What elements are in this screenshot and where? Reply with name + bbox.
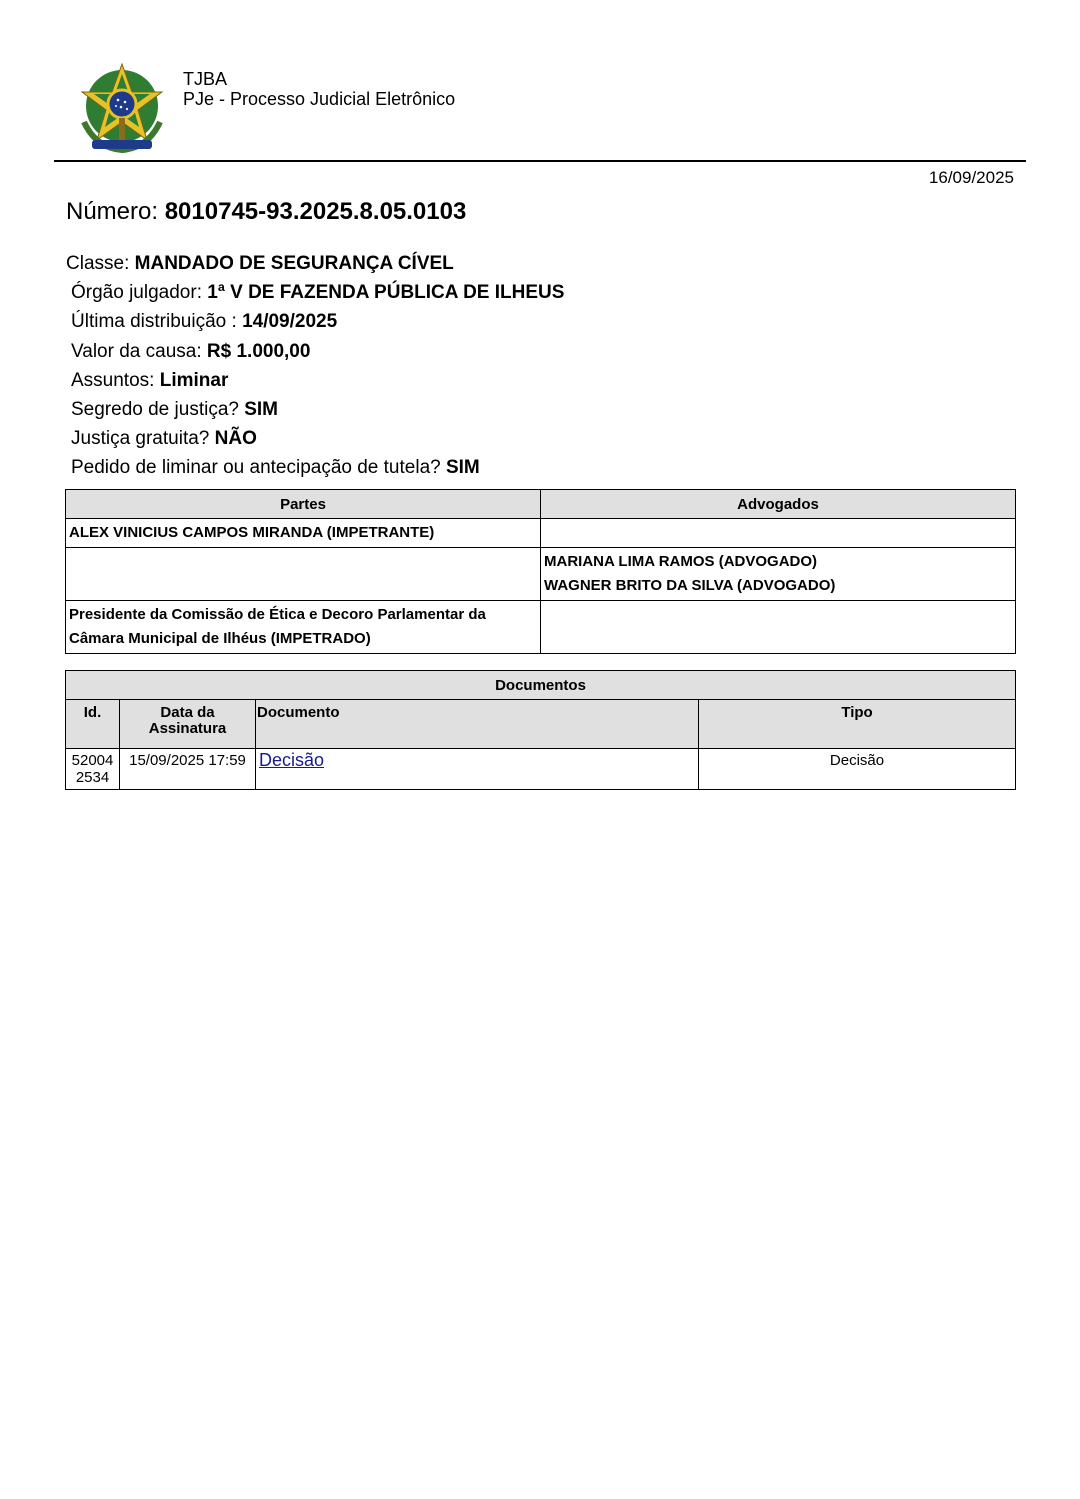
field-label: Segredo de justiça?: [71, 398, 239, 420]
advogados-cell: [541, 601, 1016, 654]
field-label: Assuntos:: [71, 369, 155, 391]
doc-id-line: 2534: [75, 769, 110, 786]
tipo-header: Tipo: [699, 700, 1016, 749]
process-number: [66, 198, 466, 226]
table-row: [66, 601, 1016, 654]
field-value: 14/09/2025: [242, 311, 338, 333]
brand-block: [183, 69, 455, 109]
table-row: [66, 519, 1016, 548]
table-row: [66, 548, 1016, 601]
field-label: Classe:: [66, 253, 130, 274]
document-date: 16/09/2025: [928, 168, 1014, 187]
header-divider: [54, 160, 1026, 162]
documentos-table: [65, 670, 1016, 790]
data-header-line: Data da: [160, 704, 215, 721]
doc-date-cell: 15/09/2025 17:59: [120, 749, 256, 790]
doc-name-cell: [256, 749, 699, 790]
partes-table: [65, 489, 1016, 654]
advogados-cell: [541, 548, 1016, 601]
process-fields: [66, 250, 564, 484]
field-value: R$ 1.000,00: [206, 340, 311, 362]
advogado-name: MARIANA LIMA RAMOS (ADVOGADO): [544, 553, 818, 570]
field-value: NÃO: [214, 428, 257, 450]
documentos-title-row: [66, 671, 1016, 700]
page-header: [0, 0, 1080, 162]
documentos-title: Documentos: [66, 671, 1016, 700]
field-label: Pedido de liminar ou antecipação de tutela?: [71, 457, 441, 479]
advogados-header: Advogados: [541, 490, 1016, 519]
parte-line: Câmara Municipal de Ilhéus (IMPETRADO): [69, 630, 371, 647]
data-header-line: Assinatura: [148, 720, 227, 737]
data-header: [120, 700, 256, 749]
id-header: Id.: [66, 700, 120, 749]
field-value: SIM: [445, 457, 480, 479]
numero-value: 8010745-93.2025.8.05.0103: [164, 198, 467, 225]
doc-id-line: 52004: [71, 752, 114, 769]
field-label: Última distribuição :: [71, 311, 237, 333]
field-value: MANDADO DE SEGURANÇA CÍVEL: [134, 253, 454, 274]
field-valor: [66, 338, 564, 367]
parte-cell: ALEX VINICIUS CAMPOS MIRANDA (IMPETRANTE): [66, 519, 541, 548]
field-liminar: [66, 454, 564, 483]
table-row: [66, 749, 1016, 790]
field-distribuicao: [66, 308, 564, 337]
advogado-name: WAGNER BRITO DA SILVA (ADVOGADO): [544, 577, 836, 594]
documento-header: Documento: [256, 700, 699, 749]
doc-type-cell: Decisão: [699, 749, 1016, 790]
field-classe: [66, 250, 564, 279]
partes-header: Partes: [66, 490, 541, 519]
field-label: Órgão julgador:: [71, 282, 202, 304]
field-orgao: [66, 279, 564, 308]
advogados-cell: [541, 519, 1016, 548]
numero-label: Número:: [66, 198, 159, 225]
field-label: Justiça gratuita?: [71, 428, 210, 450]
field-value: SIM: [244, 398, 279, 420]
parte-cell: [66, 548, 541, 601]
system-name: PJe - Processo Judicial Eletrônico: [183, 89, 456, 109]
field-assuntos: [66, 367, 564, 396]
field-value: 1ª V DE FAZENDA PÚBLICA DE ILHEUS: [207, 282, 565, 304]
field-value: Liminar: [159, 369, 229, 391]
org-name: TJBA: [183, 69, 228, 89]
field-gratuita: [66, 425, 564, 454]
parte-cell: [66, 601, 541, 654]
brasao-emblem: [76, 60, 168, 156]
document-link[interactable]: Decisão: [259, 750, 325, 770]
partes-header-row: [66, 490, 1016, 519]
doc-id-cell: [66, 749, 120, 790]
parte-line: Presidente da Comissão de Ética e Decoro Parlamentar da: [69, 606, 486, 623]
field-segredo: [66, 396, 564, 425]
field-label: Valor da causa:: [71, 340, 202, 362]
documentos-header-row: [66, 700, 1016, 749]
